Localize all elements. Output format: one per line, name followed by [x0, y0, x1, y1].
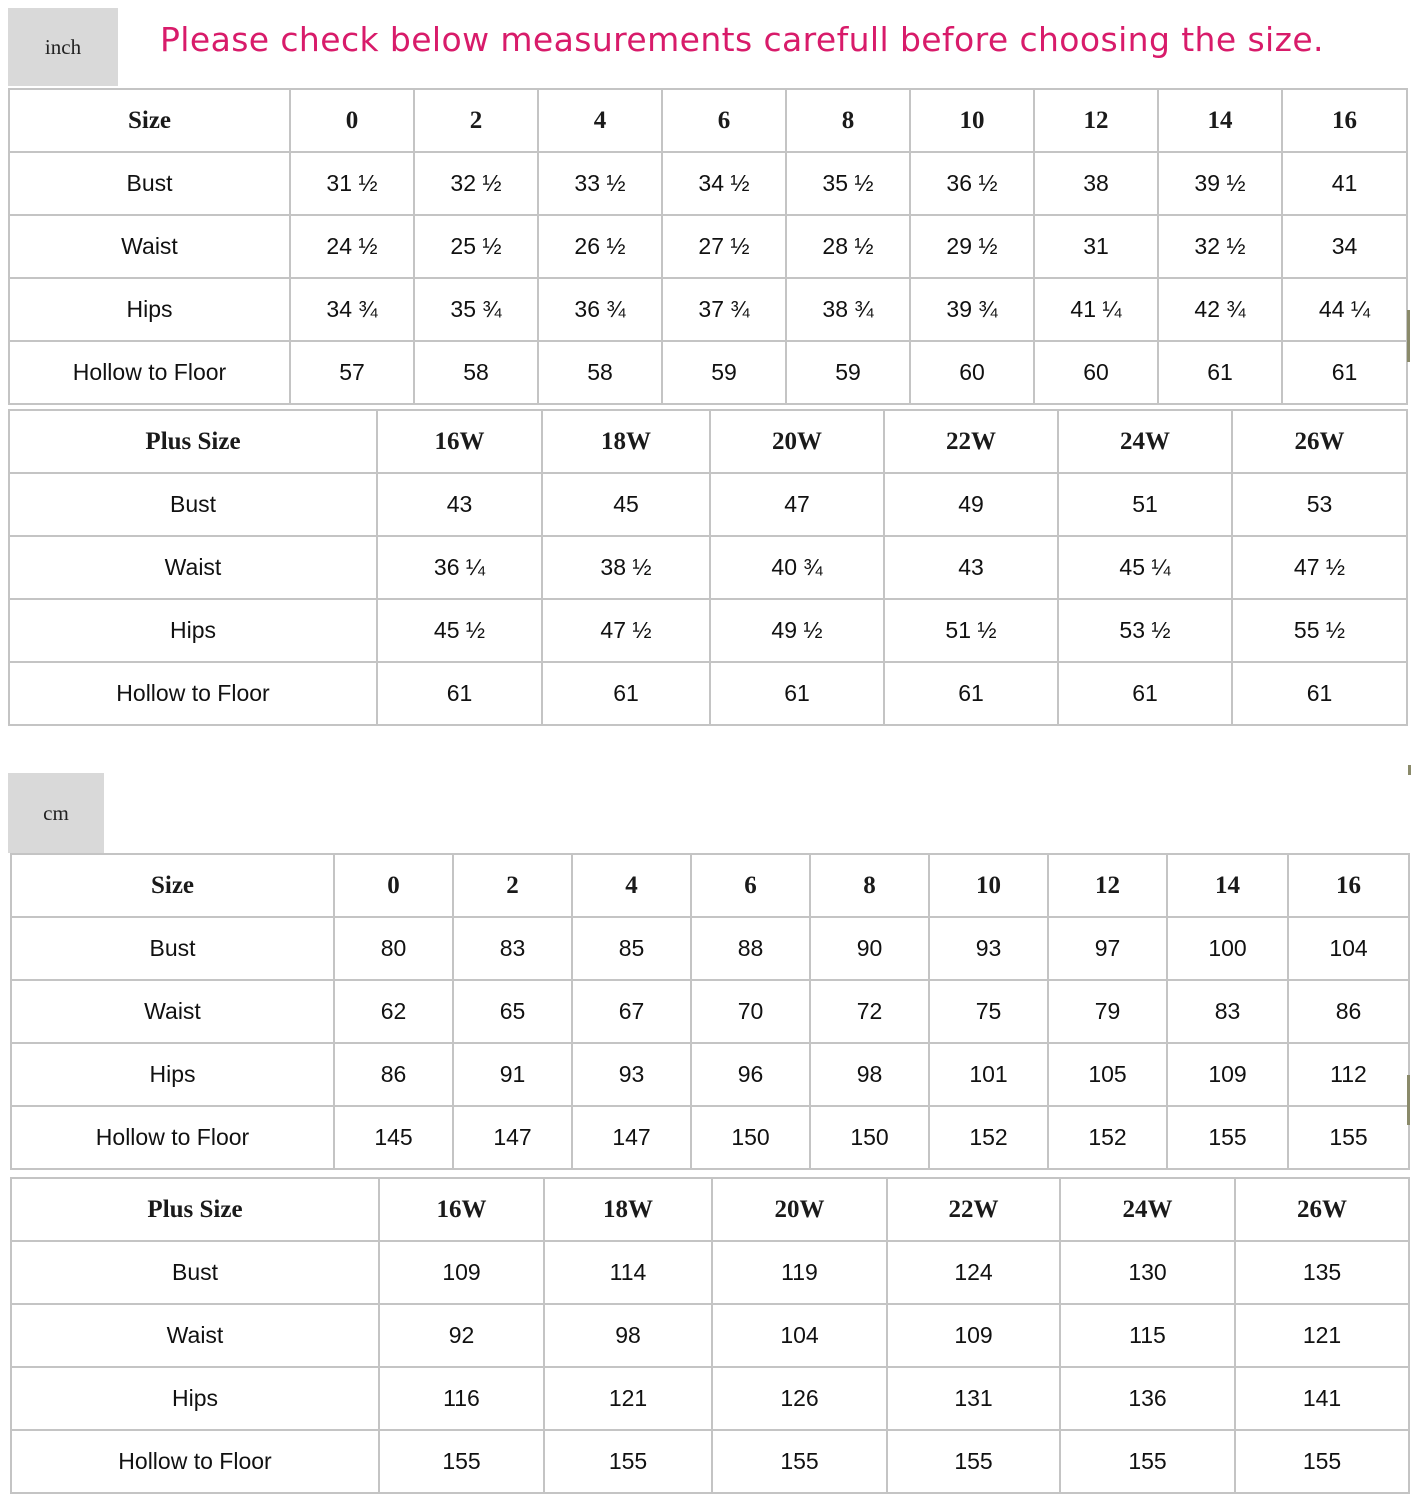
- size-header-cell: 14: [1167, 854, 1288, 917]
- measurement-value-cell: 155: [1288, 1106, 1409, 1169]
- measurement-value-cell: 104: [712, 1304, 887, 1367]
- measurement-value-cell: 25 ½: [414, 215, 538, 278]
- measurement-value-cell: 61: [1158, 341, 1282, 404]
- measurement-value-cell: 53: [1232, 473, 1407, 536]
- measurement-value-cell: 59: [662, 341, 786, 404]
- measurement-value-cell: 60: [910, 341, 1034, 404]
- measurement-label-cell: Hollow to Floor: [9, 662, 377, 725]
- size-header-cell: 10: [929, 854, 1048, 917]
- size-header-cell: 24W: [1058, 410, 1232, 473]
- cm-standard-size-table: [10, 853, 1410, 1170]
- measurement-value-cell: 109: [887, 1304, 1060, 1367]
- measurement-value-cell: 41: [1282, 152, 1407, 215]
- measurement-value-cell: 152: [1048, 1106, 1167, 1169]
- measurement-value-cell: 61: [1282, 341, 1407, 404]
- measurement-value-cell: 26 ½: [538, 215, 662, 278]
- measurement-value-cell: 32 ½: [414, 152, 538, 215]
- edge-mark: [1407, 310, 1410, 362]
- measurement-value-cell: 79: [1048, 980, 1167, 1043]
- size-header-cell: 14: [1158, 89, 1282, 152]
- measurement-value-cell: 155: [379, 1430, 544, 1493]
- measurement-value-cell: 98: [810, 1043, 929, 1106]
- measurement-label-cell: Bust: [9, 473, 377, 536]
- measurement-label-cell: Hollow to Floor: [11, 1106, 334, 1169]
- cm-plus-size-table: [10, 1177, 1410, 1494]
- measurement-value-cell: 101: [929, 1043, 1048, 1106]
- measurement-value-cell: 29 ½: [910, 215, 1034, 278]
- measurement-value-cell: 45 ¼: [1058, 536, 1232, 599]
- size-header-cell: 20W: [712, 1178, 887, 1241]
- measurement-value-cell: 62: [334, 980, 453, 1043]
- measurement-value-cell: 96: [691, 1043, 810, 1106]
- measurement-value-cell: 35 ¾: [414, 278, 538, 341]
- size-header-cell: 18W: [542, 410, 710, 473]
- measurement-value-cell: 100: [1167, 917, 1288, 980]
- measurement-value-cell: 41 ¼: [1034, 278, 1158, 341]
- measurement-value-cell: 147: [572, 1106, 691, 1169]
- measurement-value-cell: 38: [1034, 152, 1158, 215]
- measurement-value-cell: 51 ½: [884, 599, 1058, 662]
- measurement-value-cell: 80: [334, 917, 453, 980]
- measurement-value-cell: 112: [1288, 1043, 1409, 1106]
- measurement-value-cell: 40 ¾: [710, 536, 884, 599]
- measurement-label-cell: Hips: [9, 278, 290, 341]
- measurement-value-cell: 60: [1034, 341, 1158, 404]
- measurement-label-cell: Hips: [11, 1043, 334, 1106]
- measurement-value-cell: 93: [929, 917, 1048, 980]
- table-header-row: [9, 89, 1407, 152]
- measurement-value-cell: 92: [379, 1304, 544, 1367]
- table-row-bust: [9, 152, 1407, 215]
- measurement-value-cell: 141: [1235, 1367, 1409, 1430]
- measurement-value-cell: 147: [453, 1106, 572, 1169]
- size-header-cell: 16: [1282, 89, 1407, 152]
- measurement-value-cell: 155: [1167, 1106, 1288, 1169]
- table-header-row: [9, 410, 1407, 473]
- measurement-value-cell: 85: [572, 917, 691, 980]
- measurement-value-cell: 155: [1235, 1430, 1409, 1493]
- header-label-cell: Size: [9, 89, 290, 152]
- table-row-bust: [9, 473, 1407, 536]
- measurement-value-cell: 34 ¾: [290, 278, 414, 341]
- measurement-value-cell: 114: [544, 1241, 712, 1304]
- cm-unit-tab: cm: [8, 773, 104, 853]
- measurement-value-cell: 155: [712, 1430, 887, 1493]
- size-header-cell: 12: [1048, 854, 1167, 917]
- size-header-cell: 16W: [379, 1178, 544, 1241]
- measurement-value-cell: 31: [1034, 215, 1158, 278]
- size-header-cell: 6: [662, 89, 786, 152]
- table-row-hollow-to-floor: [11, 1106, 1409, 1169]
- measurement-value-cell: 90: [810, 917, 929, 980]
- measurement-value-cell: 28 ½: [786, 215, 910, 278]
- table-row-hollow-to-floor: [9, 341, 1407, 404]
- measurement-value-cell: 58: [538, 341, 662, 404]
- measurement-label-cell: Waist: [9, 536, 377, 599]
- measurement-value-cell: 126: [712, 1367, 887, 1430]
- measurement-value-cell: 34 ½: [662, 152, 786, 215]
- measurement-value-cell: 121: [1235, 1304, 1409, 1367]
- header-label-cell: Plus Size: [11, 1178, 379, 1241]
- size-header-cell: 2: [414, 89, 538, 152]
- measurement-value-cell: 61: [377, 662, 542, 725]
- measurement-value-cell: 49 ½: [710, 599, 884, 662]
- measurement-value-cell: 91: [453, 1043, 572, 1106]
- measurement-value-cell: 104: [1288, 917, 1409, 980]
- measurement-value-cell: 38 ½: [542, 536, 710, 599]
- table-row-hips: [9, 599, 1407, 662]
- measurement-value-cell: 42 ¾: [1158, 278, 1282, 341]
- measurement-value-cell: 58: [414, 341, 538, 404]
- size-header-cell: 0: [334, 854, 453, 917]
- measurement-value-cell: 45: [542, 473, 710, 536]
- measurement-value-cell: 47: [710, 473, 884, 536]
- measurement-value-cell: 93: [572, 1043, 691, 1106]
- measurement-value-cell: 83: [1167, 980, 1288, 1043]
- inch-plus-size-table: [8, 409, 1408, 726]
- table-row-bust: [11, 1241, 1409, 1304]
- table-row-hollow-to-floor: [9, 662, 1407, 725]
- size-header-cell: 8: [786, 89, 910, 152]
- measurement-value-cell: 155: [1060, 1430, 1235, 1493]
- table-row-waist: [9, 536, 1407, 599]
- size-header-cell: 6: [691, 854, 810, 917]
- measurement-value-cell: 61: [710, 662, 884, 725]
- size-header-cell: 20W: [710, 410, 884, 473]
- header-label-cell: Size: [11, 854, 334, 917]
- measurement-label-cell: Hips: [11, 1367, 379, 1430]
- measurement-value-cell: 109: [1167, 1043, 1288, 1106]
- measurement-value-cell: 97: [1048, 917, 1167, 980]
- measurement-value-cell: 70: [691, 980, 810, 1043]
- table-row-hips: [11, 1043, 1409, 1106]
- measurement-value-cell: 119: [712, 1241, 887, 1304]
- measurement-value-cell: 38 ¾: [786, 278, 910, 341]
- measurement-value-cell: 36 ¾: [538, 278, 662, 341]
- measurement-value-cell: 44 ¼: [1282, 278, 1407, 341]
- measurement-value-cell: 45 ½: [377, 599, 542, 662]
- measurement-value-cell: 61: [542, 662, 710, 725]
- measurement-value-cell: 109: [379, 1241, 544, 1304]
- measurement-value-cell: 31 ½: [290, 152, 414, 215]
- size-header-cell: 8: [810, 854, 929, 917]
- measurement-value-cell: 124: [887, 1241, 1060, 1304]
- size-notice: Please check below measurements carefull before choosing the size.: [160, 20, 1324, 59]
- measurement-value-cell: 75: [929, 980, 1048, 1043]
- measurement-value-cell: 155: [887, 1430, 1060, 1493]
- size-header-cell: 16W: [377, 410, 542, 473]
- measurement-value-cell: 65: [453, 980, 572, 1043]
- measurement-value-cell: 51: [1058, 473, 1232, 536]
- measurement-value-cell: 39 ¾: [910, 278, 1034, 341]
- measurement-value-cell: 32 ½: [1158, 215, 1282, 278]
- size-header-cell: 4: [572, 854, 691, 917]
- measurement-value-cell: 55 ½: [1232, 599, 1407, 662]
- measurement-label-cell: Bust: [9, 152, 290, 215]
- measurement-value-cell: 105: [1048, 1043, 1167, 1106]
- measurement-value-cell: 130: [1060, 1241, 1235, 1304]
- header-label-cell: Plus Size: [9, 410, 377, 473]
- measurement-value-cell: 145: [334, 1106, 453, 1169]
- table-row-waist: [11, 980, 1409, 1043]
- measurement-value-cell: 61: [884, 662, 1058, 725]
- measurement-value-cell: 53 ½: [1058, 599, 1232, 662]
- measurement-value-cell: 131: [887, 1367, 1060, 1430]
- measurement-value-cell: 43: [884, 536, 1058, 599]
- edge-mark: [1407, 1075, 1410, 1125]
- measurement-value-cell: 61: [1058, 662, 1232, 725]
- table-row-hips: [9, 278, 1407, 341]
- size-header-cell: 26W: [1235, 1178, 1409, 1241]
- table-row-waist: [9, 215, 1407, 278]
- measurement-value-cell: 37 ¾: [662, 278, 786, 341]
- measurement-label-cell: Hollow to Floor: [11, 1430, 379, 1493]
- measurement-value-cell: 43: [377, 473, 542, 536]
- measurement-value-cell: 36 ¼: [377, 536, 542, 599]
- size-header-cell: 26W: [1232, 410, 1407, 473]
- table-header-row: [11, 1178, 1409, 1241]
- measurement-value-cell: 150: [691, 1106, 810, 1169]
- measurement-value-cell: 67: [572, 980, 691, 1043]
- inch-standard-size-table: [8, 88, 1408, 405]
- measurement-value-cell: 35 ½: [786, 152, 910, 215]
- measurement-value-cell: 61: [1232, 662, 1407, 725]
- size-header-cell: 24W: [1060, 1178, 1235, 1241]
- size-header-cell: 10: [910, 89, 1034, 152]
- measurement-value-cell: 98: [544, 1304, 712, 1367]
- size-header-cell: 16: [1288, 854, 1409, 917]
- measurement-value-cell: 49: [884, 473, 1058, 536]
- size-header-cell: 2: [453, 854, 572, 917]
- measurement-value-cell: 24 ½: [290, 215, 414, 278]
- table-row-hips: [11, 1367, 1409, 1430]
- size-header-cell: 12: [1034, 89, 1158, 152]
- measurement-value-cell: 88: [691, 917, 810, 980]
- size-header-cell: 22W: [887, 1178, 1060, 1241]
- measurement-value-cell: 150: [810, 1106, 929, 1169]
- measurement-label-cell: Bust: [11, 917, 334, 980]
- measurement-value-cell: 33 ½: [538, 152, 662, 215]
- measurement-value-cell: 47 ½: [542, 599, 710, 662]
- measurement-label-cell: Waist: [11, 1304, 379, 1367]
- measurement-value-cell: 36 ½: [910, 152, 1034, 215]
- measurement-label-cell: Waist: [9, 215, 290, 278]
- measurement-value-cell: 72: [810, 980, 929, 1043]
- measurement-value-cell: 155: [544, 1430, 712, 1493]
- size-header-cell: 18W: [544, 1178, 712, 1241]
- table-header-row: [11, 854, 1409, 917]
- measurement-value-cell: 39 ½: [1158, 152, 1282, 215]
- inch-unit-tab: inch: [8, 8, 118, 86]
- measurement-label-cell: Waist: [11, 980, 334, 1043]
- measurement-value-cell: 83: [453, 917, 572, 980]
- table-row-bust: [11, 917, 1409, 980]
- measurement-value-cell: 34: [1282, 215, 1407, 278]
- measurement-value-cell: 47 ½: [1232, 536, 1407, 599]
- measurement-label-cell: Hips: [9, 599, 377, 662]
- measurement-label-cell: Hollow to Floor: [9, 341, 290, 404]
- measurement-label-cell: Bust: [11, 1241, 379, 1304]
- size-header-cell: 4: [538, 89, 662, 152]
- measurement-value-cell: 116: [379, 1367, 544, 1430]
- measurement-value-cell: 27 ½: [662, 215, 786, 278]
- measurement-value-cell: 115: [1060, 1304, 1235, 1367]
- measurement-value-cell: 135: [1235, 1241, 1409, 1304]
- measurement-value-cell: 152: [929, 1106, 1048, 1169]
- edge-mark: [1408, 765, 1411, 775]
- size-header-cell: 22W: [884, 410, 1058, 473]
- measurement-value-cell: 86: [334, 1043, 453, 1106]
- measurement-value-cell: 121: [544, 1367, 712, 1430]
- measurement-value-cell: 57: [290, 341, 414, 404]
- table-row-waist: [11, 1304, 1409, 1367]
- table-row-hollow-to-floor: [11, 1430, 1409, 1493]
- measurement-value-cell: 136: [1060, 1367, 1235, 1430]
- measurement-value-cell: 86: [1288, 980, 1409, 1043]
- size-header-cell: 0: [290, 89, 414, 152]
- measurement-value-cell: 59: [786, 341, 910, 404]
